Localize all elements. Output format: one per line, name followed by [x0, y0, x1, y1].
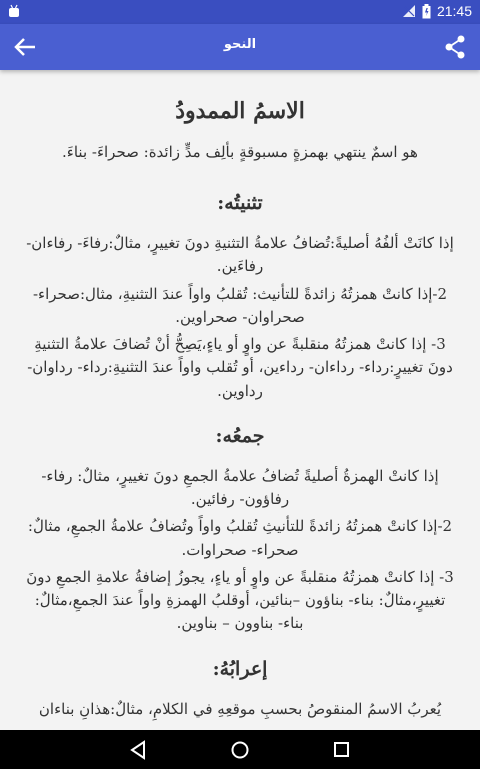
app-bar [0, 24, 480, 70]
wifi-icon [402, 4, 416, 18]
section-heading-plural: جمعُه: [215, 424, 265, 447]
section-heading-dual: تثنيتُه: [217, 192, 263, 214]
article-definition: هو اسمٌ ينتهي بهمزةٍ مسبوقةٍ بألِف مدٍّ زائدة: صحراءَ- بناءَ. [62, 143, 418, 161]
share-icon[interactable] [442, 33, 468, 61]
app-bar-title: النحو [223, 37, 257, 52]
android-icon [8, 4, 20, 18]
article-content[interactable] [0, 70, 480, 730]
status-right [402, 3, 472, 19]
battery-icon [422, 4, 431, 19]
rule-text: 3- إذا كانتْ همزتُهُ منقلبةً عن واوٍ أو ياءٍ، يجوزُ إضافةُ علامةِ الجمعِ دونَ تغييرٍ،مثالٌ: بناء- بناؤون –بنائين، أوقلبُ الهمزةِ واواً عندَ الجمعِ،مثالٌ: بناء- بناوون – بناوين. [26, 567, 454, 633]
navigation-bar [0, 730, 480, 769]
nav-home-icon[interactable] [228, 738, 252, 762]
article-title: الاسمُ الممدودُ [175, 98, 305, 124]
rule-text: 2-إذا كانتْ همزتُهُ زائدةً للتأنيث: تُقلبُ واواً عندَ التثنيةِ، مثال:صحراء- صحراوان- صحراوين. [32, 284, 448, 326]
rule-text: إذا كانَتْ ألفُهُ أصليةً:تُضافُ علامةُ التثنيةِ دونَ تغييرٍ، مثالٌ:رفاءَ- رفاءان- رفاءَين. [26, 234, 454, 276]
rule-text: 3- إذا كانتْ همزتُهُ منقلبةً عن واوٍ أو ياءٍ،يَصِحُّ أنْ تُضافَ علامةُ التثنيةِ دونَ تغييرٍ:رداء- رداءان- رداءين، أو تُقلب واواً عندَ التثنيةِ:رداء- رداوان- رداوين. [27, 335, 453, 400]
rule-text: يُعربُ الاسمُ المنقوصُ بحسبِ موقعِهِ في الكلامِ، مثالٌ:هذانِ بناءان [38, 699, 442, 718]
rule-text: 2-إذا كانتْ همزتُهُ زائدةً للتأنيثِ تُقلبُ واواً وتُضافُ علامةُ الجمعِ، مثالٌ: صحراء- صحراوات. [27, 517, 453, 559]
nav-back-icon[interactable] [126, 738, 150, 762]
status-bar [0, 0, 480, 24]
status-time: 21:45 [436, 3, 472, 19]
section-heading-parsing: إعرابُهُ: [212, 657, 268, 680]
nav-recents-icon[interactable] [330, 738, 354, 762]
rule-text: إذا كانتْ الهمزةُ أصليةً تُضافُ علامةُ الجمعِ دونَ تغييرٍ، مثالٌ: رفاء- رفاؤون- رفائين. [41, 466, 439, 508]
